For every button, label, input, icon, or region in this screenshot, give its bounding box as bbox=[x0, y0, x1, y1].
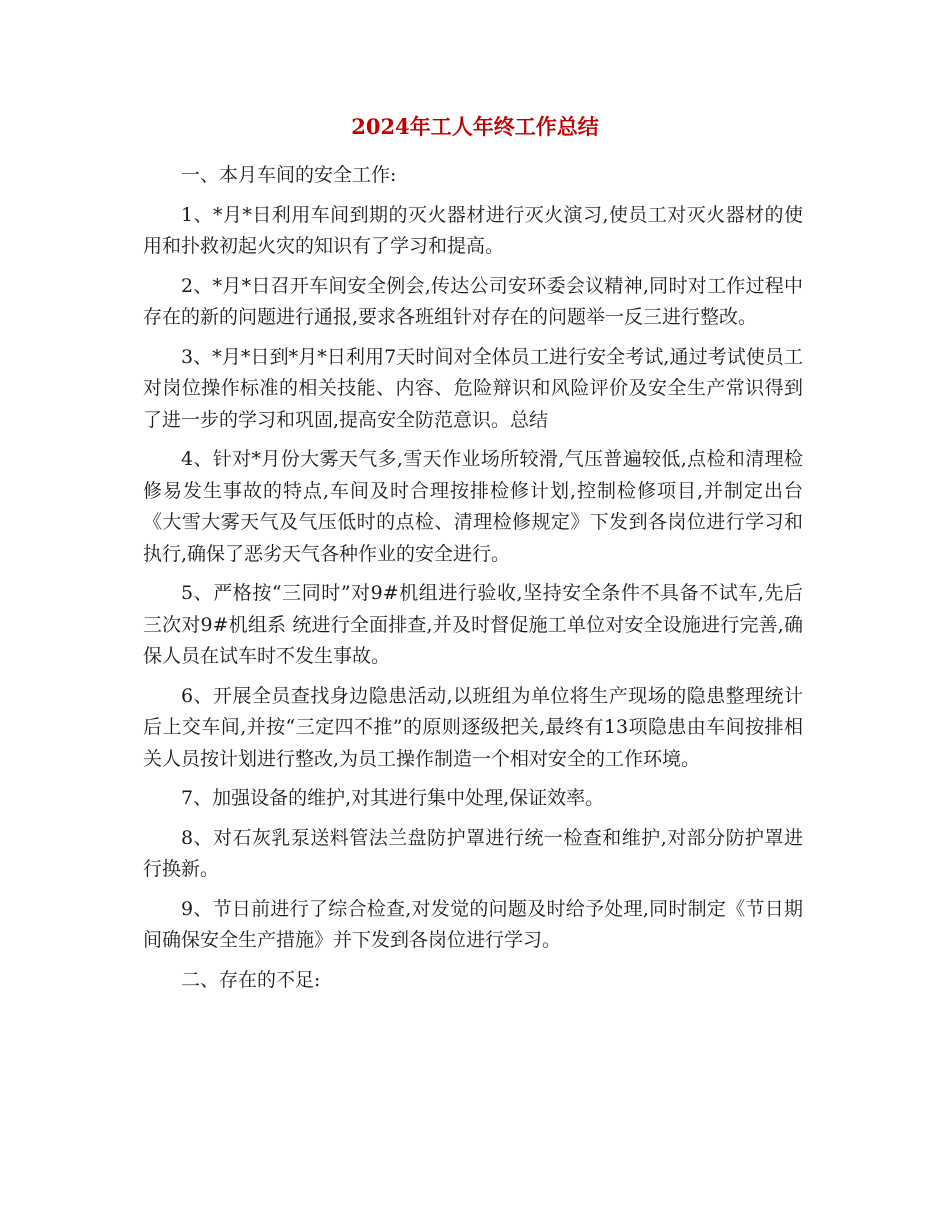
section-heading-shortcomings: 二、存在的不足: bbox=[181, 968, 321, 991]
paragraph-item-5: 5、严格按“三同时”对9#机组进行验收,坚持安全条件不具备不试车,先后三次对9#机组系 统进行全面排查,并及时督促施工单位对安全设施进行完善,确保人员在试车时不发生事故。 bbox=[143, 582, 803, 667]
paragraph-item-9: 9、节日前进行了综合检查,对发觉的问题及时给予处理,同时制定《节日期间确保安全生产措施》并下发到各岗位进行学习。 bbox=[143, 897, 803, 951]
paragraph-item-4: 4、针对*月份大雾天气多,雪天作业场所较滑,气压普遍较低,点检和清理检修易发生事故的特点,车间及时合理按排检修计划,控制检修项目,并制定出台《大雪大雾天气及气压低时的点检、清理检修规定》下发到各岗位进行学习和执行,确保了恶劣天气各种作业的安全进行。 bbox=[143, 448, 803, 565]
paragraph-item-6: 6、开展全员查找身边隐患活动,以班组为单位将生产现场的隐患整理统计后上交车间,并按“三定四不推”的原则逐级把关,最终有13项隐患由车间按排相关人员按计划进行整改,为员工操作制造一个相对安全的工作环境。 bbox=[143, 684, 803, 770]
paragraph-item-3: 3、*月*日到*月*日利用7天时间对全体员工进行安全考试,通过考试使员工对岗位操作标准的相关技能、内容、危险辩识和风险评价及安全生产常识得到了进一步的学习和巩固,提高安全防范意识。总结 bbox=[143, 345, 803, 431]
paragraph-item-1: 1、*月*日利用车间到期的灭火器材进行灭火演习,使员工对灭火器材的使用和扑救初起火灾的知识有了学习和提高。 bbox=[143, 203, 803, 257]
section-heading-safety-work: 一、本月车间的安全工作: bbox=[181, 164, 397, 186]
paragraph-item-2: 2、*月*日召开车间安全例会,传达公司安环委会议精神,同时对工作过程中存在的新的问题进行通报,要求各班组针对存在的问题举一反三进行整改。 bbox=[143, 274, 803, 328]
document-body bbox=[143, 160, 803, 1004]
paragraph-item-7: 7、加强设备的维护,对其进行集中处理,保证效率。 bbox=[181, 787, 605, 809]
paragraph-item-8: 8、对石灰乳泵送料管法兰盘防护罩进行统一检查和维护,对部分防护罩进行换新。 bbox=[143, 826, 803, 880]
document-title: 2024年工人年终工作总结 bbox=[351, 114, 599, 139]
